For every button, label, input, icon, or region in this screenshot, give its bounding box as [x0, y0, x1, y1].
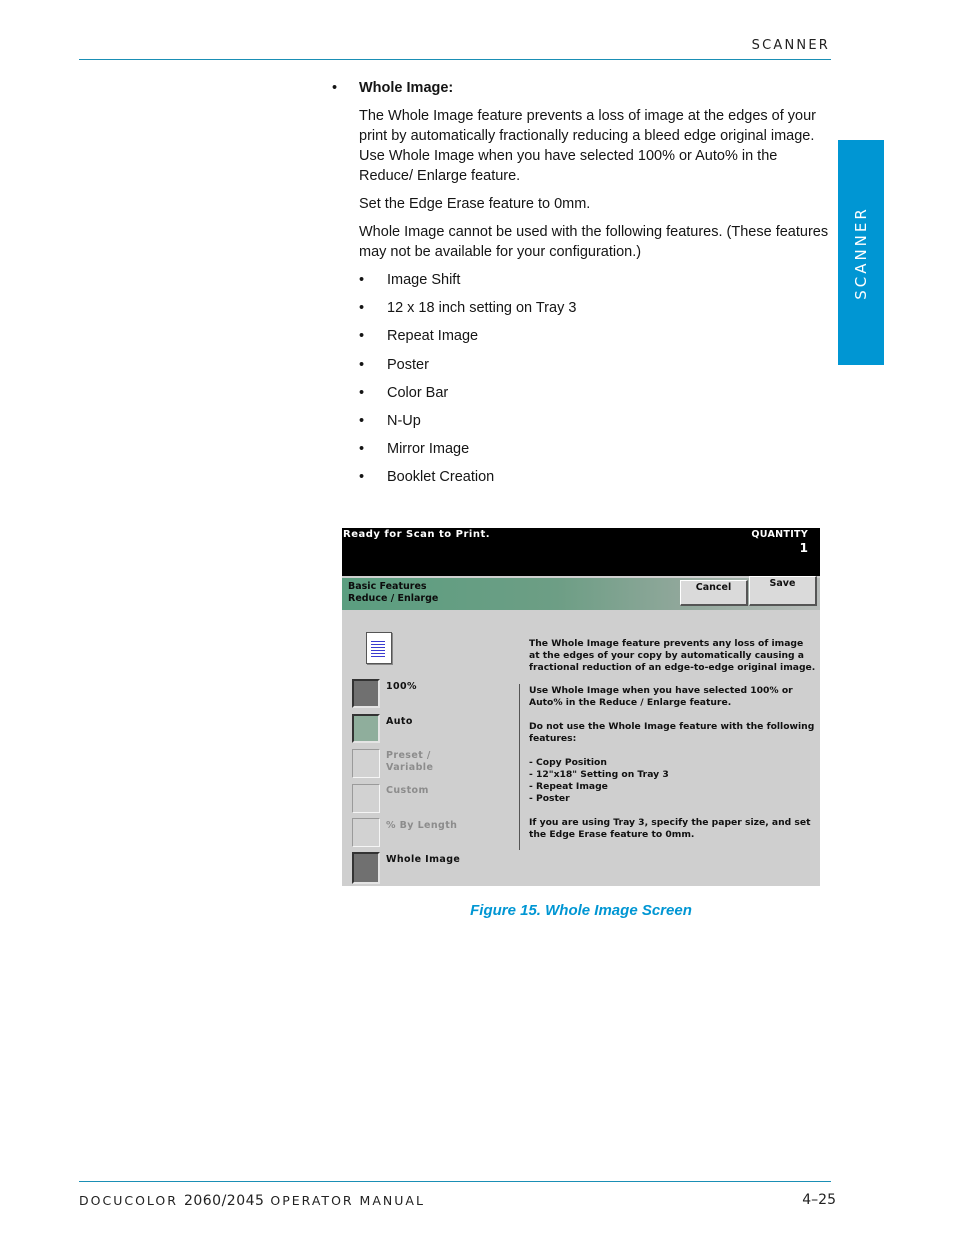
manual-title-part: OPERATOR MANUAL — [264, 1193, 425, 1208]
info-list-item: - 12"x18" Setting on Tray 3 — [529, 769, 669, 780]
bullet-icon: • — [359, 469, 365, 486]
bullet-icon: • — [359, 356, 365, 373]
option-whole-image-label: Whole Image — [386, 854, 461, 865]
page-number: 4–25 — [802, 1192, 836, 1208]
bullet-icon: • — [359, 412, 365, 429]
bullet-icon: • — [359, 441, 365, 458]
side-tab — [838, 140, 884, 365]
info-list-item: - Repeat Image — [529, 781, 608, 792]
info-text: The Whole Image feature prevents any loss of image at the edges of your copy by automatically causing a fractional reduction of an edge-to-edge original image. — [529, 638, 816, 673]
option-percent-label: % By Length — [386, 820, 458, 831]
bullet-icon: • — [359, 328, 365, 345]
list-item-label: Booklet Creation — [387, 469, 495, 486]
list-item — [332, 467, 832, 487]
info-text: If you are using Tray 3, specify the paper size, and set the Edge Erase feature to 0mm. — [529, 817, 811, 840]
list-item-label: Image Shift — [387, 272, 461, 288]
option-100-label: 100% — [386, 681, 417, 692]
list-item — [332, 298, 832, 318]
bullet-icon: • — [359, 272, 365, 288]
list-item — [332, 383, 832, 403]
whole-image-page-icon — [366, 632, 392, 664]
list-item — [332, 439, 832, 459]
list-item-label: 12 x 18 inch setting on Tray 3 — [387, 300, 577, 317]
side-tab-label: SCANNER — [852, 205, 870, 300]
reduce-enlarge-panel — [342, 610, 820, 886]
cancel-button[interactable]: Cancel — [680, 580, 748, 606]
bullet-icon: • — [359, 384, 365, 401]
option-preset-line: Preset / — [386, 750, 431, 761]
body-content — [332, 78, 832, 496]
option-custom-label: Custom — [386, 785, 429, 796]
quantity-value: 1 — [799, 541, 808, 555]
status-bar — [342, 528, 820, 576]
list-item-label: Poster — [387, 356, 429, 373]
info-list-item: - Poster — [529, 793, 570, 804]
divider — [519, 684, 520, 850]
save-button[interactable]: Save — [749, 576, 817, 606]
info-text: Use Whole Image when you have selected 100% or Auto% in the Reduce / Enlarge feature. — [529, 685, 793, 708]
quantity-label: QUANTITY — [751, 529, 808, 540]
option-auto-button[interactable] — [352, 714, 380, 743]
list-item — [332, 270, 832, 290]
whole-image-screen — [342, 528, 820, 886]
bullet-icon: • — [332, 80, 338, 96]
manual-model: 2060/2045 — [183, 1193, 265, 1209]
feature-header-bar — [342, 578, 820, 610]
option-preset-variable-button[interactable] — [352, 749, 380, 778]
breadcrumb: Reduce / Enlarge — [348, 593, 439, 604]
header-rule — [79, 59, 831, 60]
section-title: SCANNER — [751, 38, 830, 53]
list-item-label: Color Bar — [387, 384, 449, 401]
option-auto-label: Auto — [386, 716, 413, 727]
footer-rule — [79, 1181, 831, 1182]
paragraph: Whole Image cannot be used with the following features. (These features may not be available for your configuration.) — [359, 224, 829, 260]
list-item-label: Repeat Image — [387, 328, 479, 345]
status-message: Ready for Scan to Print. — [343, 529, 491, 540]
heading-text: Whole Image: — [359, 80, 454, 96]
option-custom-button[interactable] — [352, 784, 380, 813]
option-percent-by-length-button[interactable] — [352, 818, 380, 847]
list-item-label: N-Up — [387, 412, 421, 429]
info-text: Do not use the Whole Image feature with the following features: — [529, 721, 815, 744]
bullet-icon: • — [359, 300, 365, 317]
option-whole-image-button[interactable] — [352, 852, 380, 884]
option-preset-label — [386, 750, 433, 774]
list-item — [332, 411, 832, 431]
manual-title — [79, 1193, 425, 1209]
info-list-item: - Copy Position — [529, 757, 607, 768]
option-preset-line: Variable — [386, 762, 434, 773]
list-item — [332, 326, 832, 346]
list-item-label: Mirror Image — [387, 441, 470, 458]
feature-list — [332, 270, 832, 487]
paragraph: Set the Edge Erase feature to 0mm. — [359, 196, 591, 212]
breadcrumb: Basic Features — [348, 581, 427, 592]
manual-title-part: DOCUCOLOR — [79, 1193, 184, 1208]
list-item — [332, 355, 832, 375]
option-100-button[interactable] — [352, 679, 380, 708]
paragraph: The Whole Image feature prevents a loss of image at the edges of your print by automatically fractionally reducing a bleed edge original image. Use Whole Image when you have selected 100% or Auto% in the Reduce/ Enlarge feature. — [359, 108, 817, 184]
figure-caption: Figure 15. Whole Image Screen — [470, 902, 692, 919]
section-heading — [332, 78, 832, 100]
